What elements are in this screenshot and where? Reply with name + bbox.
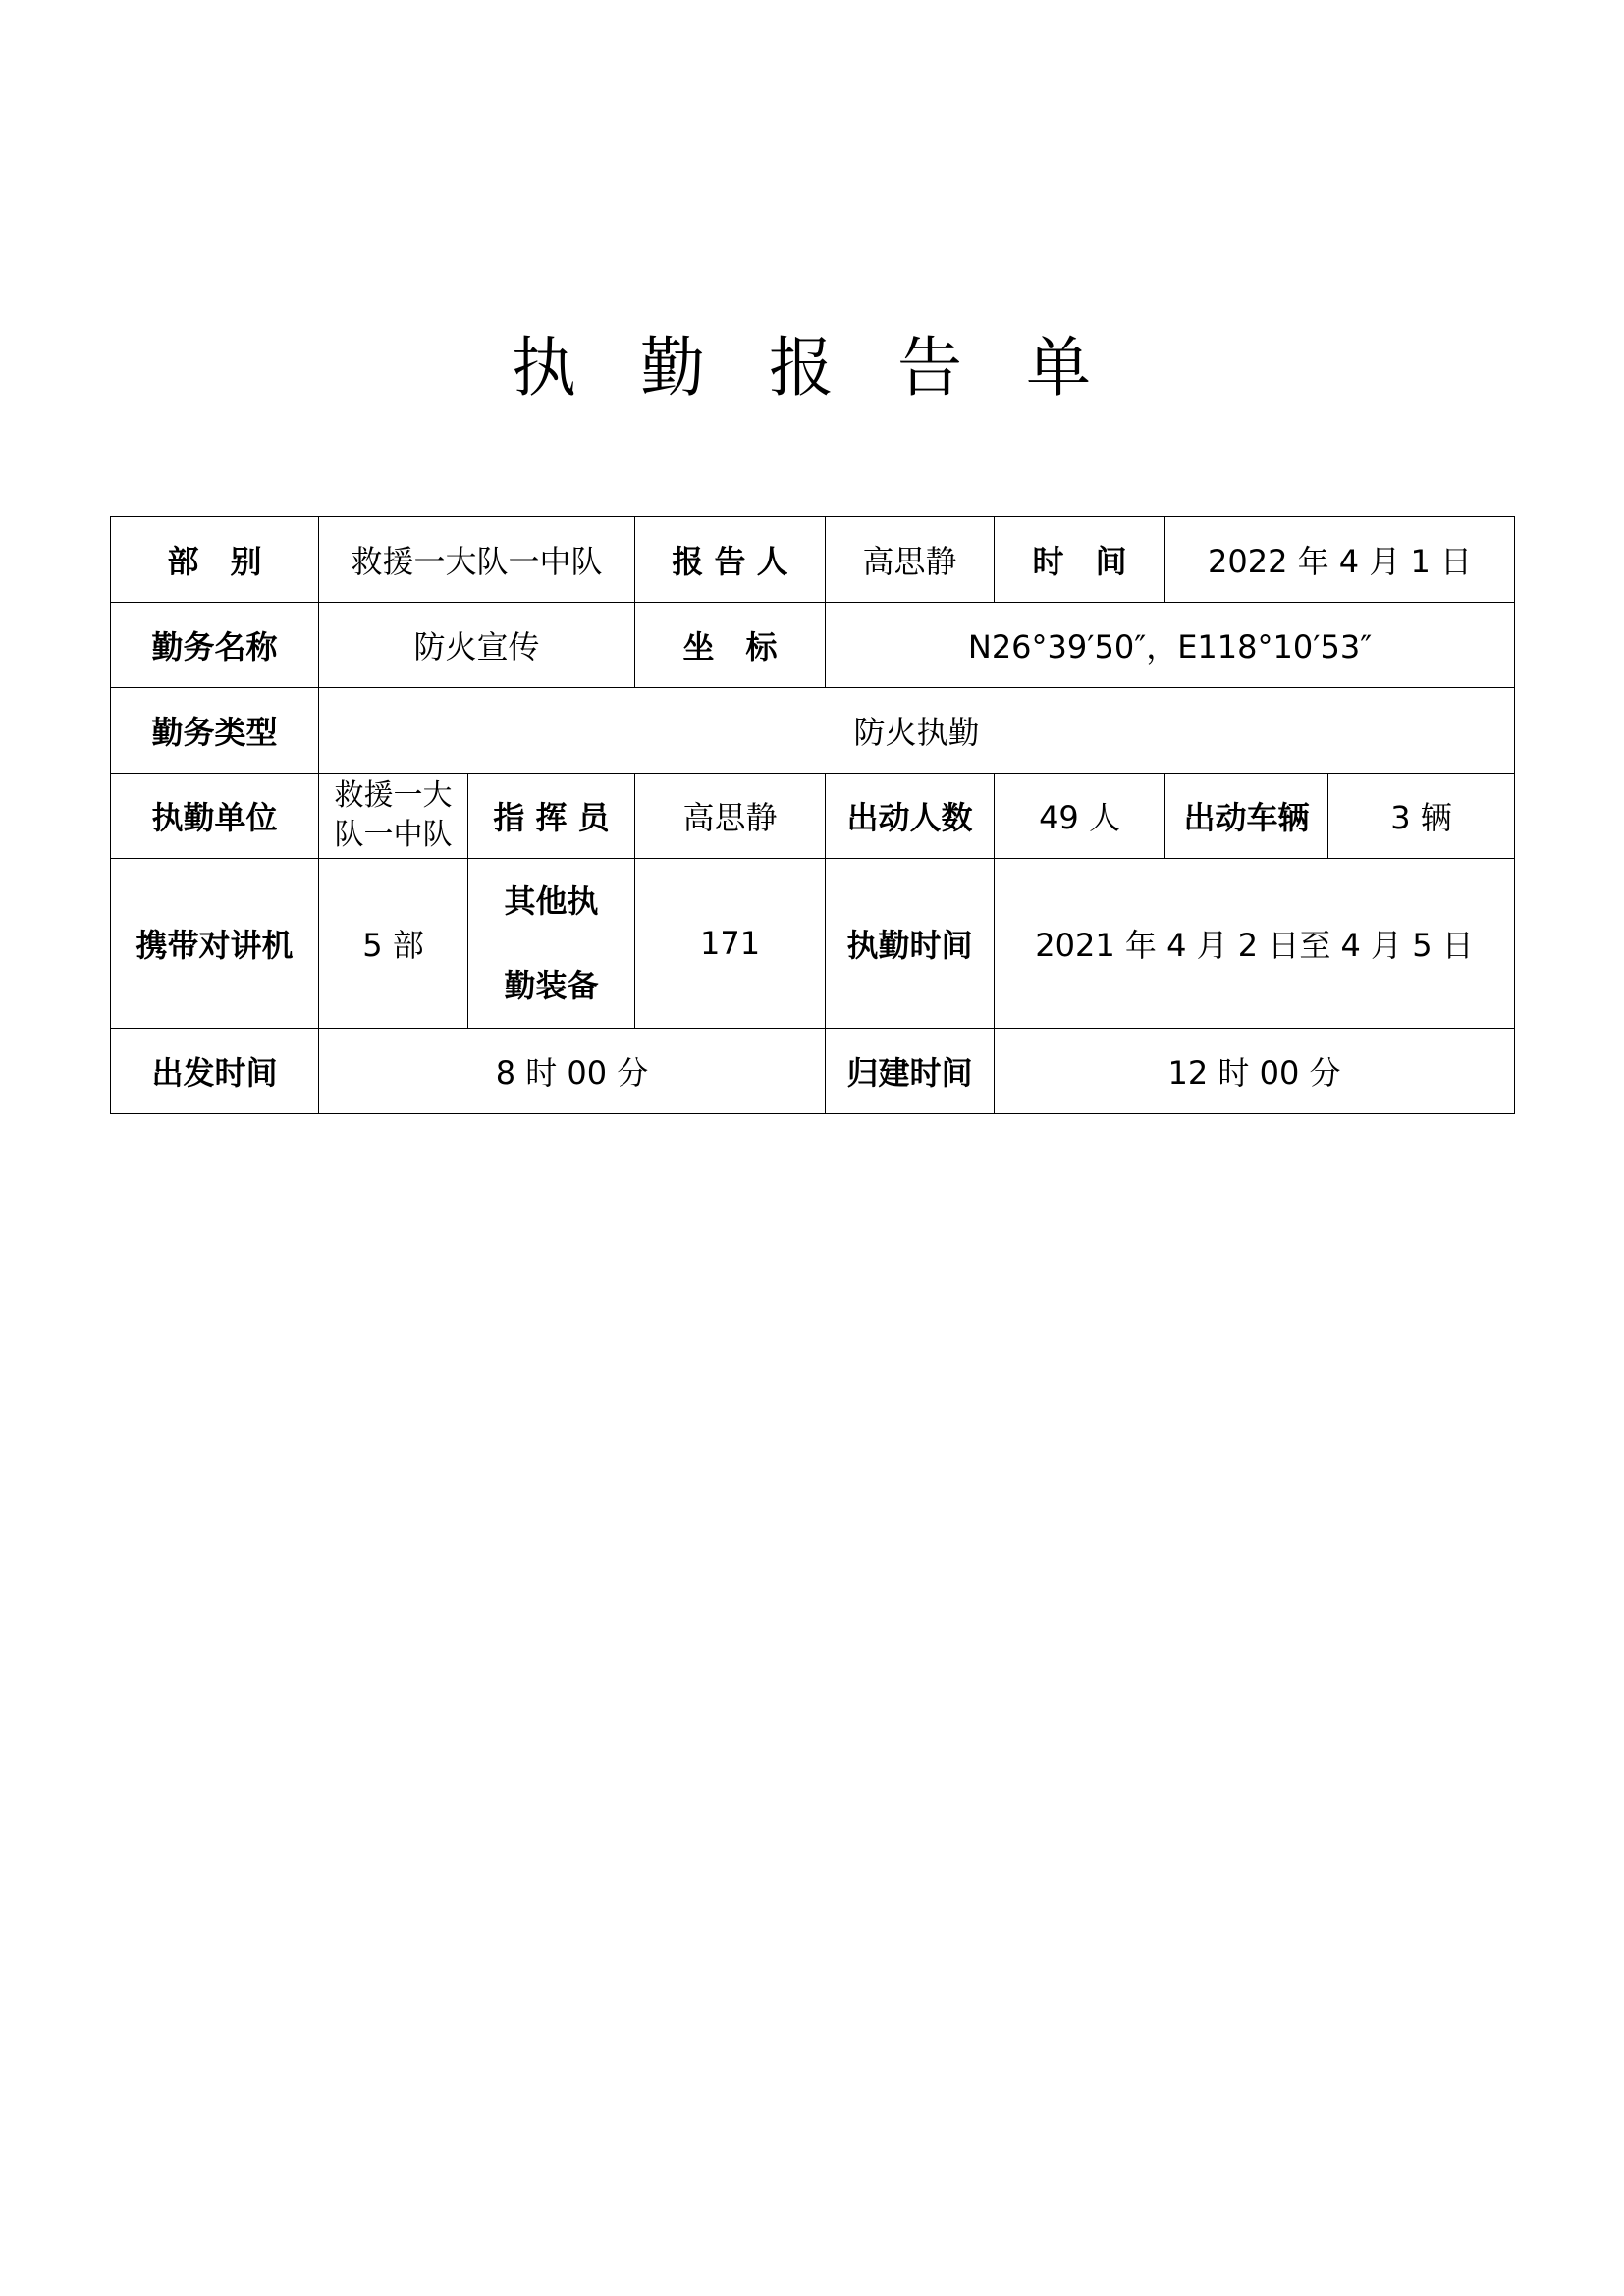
personnel-value: 49 人 xyxy=(995,774,1165,859)
duty-time-value: 2021 年 4 月 2 日至 4 月 5 日 xyxy=(995,859,1515,1029)
commander-value: 高思静 xyxy=(635,774,826,859)
radios-label: 携带对讲机 xyxy=(111,859,319,1029)
unit-label: 执勤单位 xyxy=(111,774,319,859)
time-label: 时 间 xyxy=(995,517,1165,603)
return-value: 12 时 00 分 xyxy=(995,1029,1515,1114)
dept-label: 部 别 xyxy=(111,517,319,603)
duty-time-label: 执勤时间 xyxy=(826,859,995,1029)
other-equip-value: 171 xyxy=(635,859,826,1029)
reporter-value: 高思静 xyxy=(826,517,995,603)
return-label: 归建时间 xyxy=(826,1029,995,1114)
duty-name-value: 防火宣传 xyxy=(319,603,635,688)
table-row xyxy=(111,517,1515,603)
unit-value: 救援一大队一中队 xyxy=(319,774,468,859)
table-row xyxy=(111,774,1515,859)
radios-value: 5 部 xyxy=(319,859,468,1029)
other-equip-label-text: 其他执勤装备 xyxy=(504,882,599,1004)
table-row xyxy=(111,859,1515,1029)
page-title: 执 勤 报 告 单 xyxy=(512,330,1112,405)
vehicles-value: 3 辆 xyxy=(1328,774,1515,859)
coord-value: N26°39′50″，E118°10′53″ xyxy=(826,603,1515,688)
duty-name-label: 勤务名称 xyxy=(111,603,319,688)
duty-type-value: 防火执勤 xyxy=(319,688,1515,774)
table-row xyxy=(111,603,1515,688)
commander-label: 指 挥 员 xyxy=(468,774,635,859)
table-row xyxy=(111,1029,1515,1114)
depart-label: 出发时间 xyxy=(111,1029,319,1114)
coord-label: 坐 标 xyxy=(635,603,826,688)
personnel-label: 出动人数 xyxy=(826,774,995,859)
reporter-label: 报 告 人 xyxy=(635,517,826,603)
duty-type-label: 勤务类型 xyxy=(111,688,319,774)
duty-report-table xyxy=(110,516,1515,1114)
depart-value: 8 时 00 分 xyxy=(319,1029,826,1114)
time-value: 2022 年 4 月 1 日 xyxy=(1165,517,1515,603)
other-equip-label xyxy=(468,859,635,1029)
table-row xyxy=(111,688,1515,774)
dept-value: 救援一大队一中队 xyxy=(319,517,635,603)
vehicles-label: 出动车辆 xyxy=(1165,774,1328,859)
